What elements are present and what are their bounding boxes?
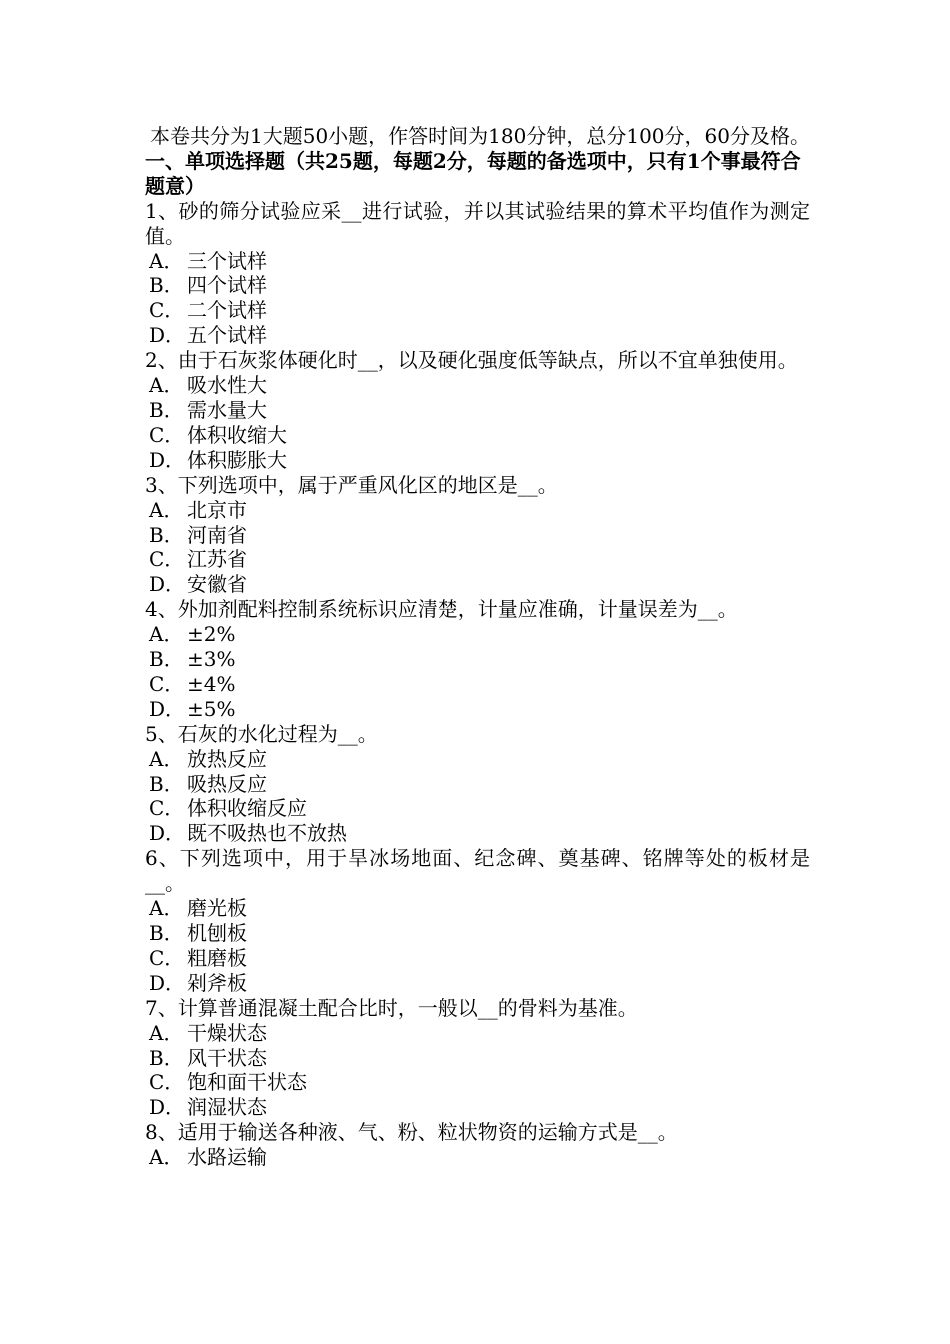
answer-option — [145, 398, 810, 423]
option-letter: A． — [149, 896, 184, 921]
option-text: ±5% — [187, 696, 236, 721]
option-letter: D． — [149, 323, 186, 348]
option-text: 粗磨板 — [187, 945, 247, 970]
option-text: ±2% — [187, 622, 236, 647]
question-text: 2、由于石灰浆体硬化时__，以及硬化强度低等缺点，所以不宜单独使用。 — [145, 348, 798, 373]
question-item — [145, 722, 810, 847]
option-letter: B． — [149, 273, 184, 298]
answer-option — [145, 946, 810, 971]
document-content — [145, 124, 810, 1170]
answer-option — [145, 1095, 810, 1120]
option-letter: C． — [149, 1070, 185, 1095]
answer-option — [145, 1070, 810, 1095]
question-item — [145, 348, 810, 473]
option-letter: C． — [149, 422, 185, 447]
option-list — [145, 498, 810, 598]
question-text: 8、适用于输送各种液、气、粉、粒状物资的运输方式是__。 — [145, 1120, 678, 1145]
question-item — [145, 199, 810, 348]
option-text: 五个试样 — [187, 323, 267, 348]
question-item — [145, 597, 810, 722]
answer-option — [145, 498, 810, 523]
answer-option — [145, 672, 810, 697]
option-text: 吸热反应 — [187, 771, 267, 796]
option-letter: D． — [149, 696, 186, 721]
question-text: 1、砂的筛分试验应采__进行试验，并以其试验结果的算术平均值作为测定值。 — [145, 198, 810, 248]
question-text: 6、下列选项中，用于旱冰场地面、纪念碑、奠基碑、铭牌等处的板材是__。 — [145, 846, 810, 896]
option-list — [145, 1145, 810, 1170]
option-text: 放热反应 — [187, 746, 267, 771]
question-item — [145, 996, 810, 1121]
question-text: 3、下列选项中，属于严重风化区的地区是__。 — [145, 472, 558, 497]
option-text: 剁斧板 — [187, 970, 247, 995]
answer-option — [145, 821, 810, 846]
option-letter: C． — [149, 796, 185, 821]
option-letter: B． — [149, 522, 184, 547]
question-item — [145, 1120, 810, 1170]
question-text: 7、计算普通混凝土配合比时，一般以__的骨料为基准。 — [145, 995, 638, 1020]
option-text: 润湿状态 — [187, 1095, 267, 1120]
option-letter: D． — [149, 572, 186, 597]
option-text: 体积收缩反应 — [187, 796, 307, 821]
option-list — [145, 249, 810, 349]
answer-option — [145, 323, 810, 348]
option-text: 北京市 — [187, 497, 247, 522]
question-list — [145, 199, 810, 1170]
option-letter: A． — [149, 622, 184, 647]
answer-option — [145, 796, 810, 821]
option-letter: C． — [149, 945, 185, 970]
question-text: 5、石灰的水化过程为__。 — [145, 721, 378, 746]
option-text: 四个试样 — [187, 273, 267, 298]
option-text: 需水量大 — [187, 397, 267, 422]
option-list — [145, 1021, 810, 1121]
exam-intro: 本卷共分为1大题50小题，作答时间为180分钟，总分100分，60分及格。 — [150, 124, 810, 148]
option-letter: A． — [149, 1020, 184, 1045]
answer-option — [145, 647, 810, 672]
answer-option — [145, 1021, 810, 1046]
option-text: 干燥状态 — [187, 1020, 267, 1045]
option-text: 安徽省 — [187, 572, 247, 597]
option-text: 机刨板 — [187, 921, 247, 945]
option-text: 三个试样 — [187, 248, 267, 273]
option-text: 磨光板 — [187, 896, 247, 921]
answer-option — [145, 547, 810, 572]
option-letter: A． — [149, 373, 184, 398]
answer-option — [145, 971, 810, 996]
option-text: 江苏省 — [187, 547, 247, 572]
option-letter: C． — [149, 547, 185, 572]
question-item — [145, 473, 810, 598]
option-list — [145, 373, 810, 473]
answer-option — [145, 249, 810, 274]
answer-option — [145, 448, 810, 473]
option-letter: D． — [149, 447, 186, 472]
option-letter: B． — [149, 771, 184, 796]
answer-option — [145, 298, 810, 323]
answer-option — [145, 523, 810, 548]
option-letter: C． — [149, 671, 185, 696]
answer-option — [145, 622, 810, 647]
option-text: 吸水性大 — [187, 373, 267, 398]
answer-option — [145, 697, 810, 722]
answer-option — [145, 896, 810, 921]
answer-option — [145, 1046, 810, 1071]
option-letter: A． — [149, 248, 184, 273]
option-letter: B． — [149, 1045, 184, 1070]
option-letter: B． — [149, 647, 184, 672]
option-text: 饱和面干状态 — [187, 1070, 307, 1095]
answer-option — [145, 772, 810, 797]
option-text: 体积收缩大 — [187, 422, 287, 447]
answer-option — [145, 747, 810, 772]
question-item — [145, 846, 810, 995]
answer-option — [145, 423, 810, 448]
answer-option — [145, 1145, 810, 1170]
option-text: 二个试样 — [187, 298, 267, 323]
answer-option — [145, 373, 810, 398]
option-letter: A． — [149, 497, 184, 522]
section-title: 一、单项选择题（共25题，每题2分，每题的备选项中，只有1个事最符合题意） — [145, 148, 801, 198]
option-letter: A． — [149, 746, 184, 771]
option-text: 既不吸热也不放热 — [187, 821, 347, 846]
option-letter: D． — [149, 970, 186, 995]
option-list — [145, 747, 810, 847]
option-text: 河南省 — [187, 522, 247, 547]
answer-option — [145, 921, 810, 946]
option-list — [145, 622, 810, 722]
answer-option — [145, 572, 810, 597]
answer-option — [145, 273, 810, 298]
option-letter: C． — [149, 298, 185, 323]
option-text: 水路运输 — [187, 1145, 267, 1170]
option-text: ±3% — [187, 647, 236, 672]
option-list — [145, 896, 810, 996]
option-letter: A． — [149, 1145, 184, 1170]
option-text: 体积膨胀大 — [187, 447, 287, 472]
option-letter: B． — [149, 397, 184, 422]
option-text: ±4% — [187, 671, 236, 696]
option-letter: D． — [149, 1095, 186, 1120]
question-text: 4、外加剂配料控制系统标识应清楚，计量应准确，计量误差为__。 — [145, 597, 738, 622]
option-letter: B． — [149, 921, 184, 945]
option-letter: D． — [149, 821, 186, 846]
option-text: 风干状态 — [187, 1045, 267, 1070]
